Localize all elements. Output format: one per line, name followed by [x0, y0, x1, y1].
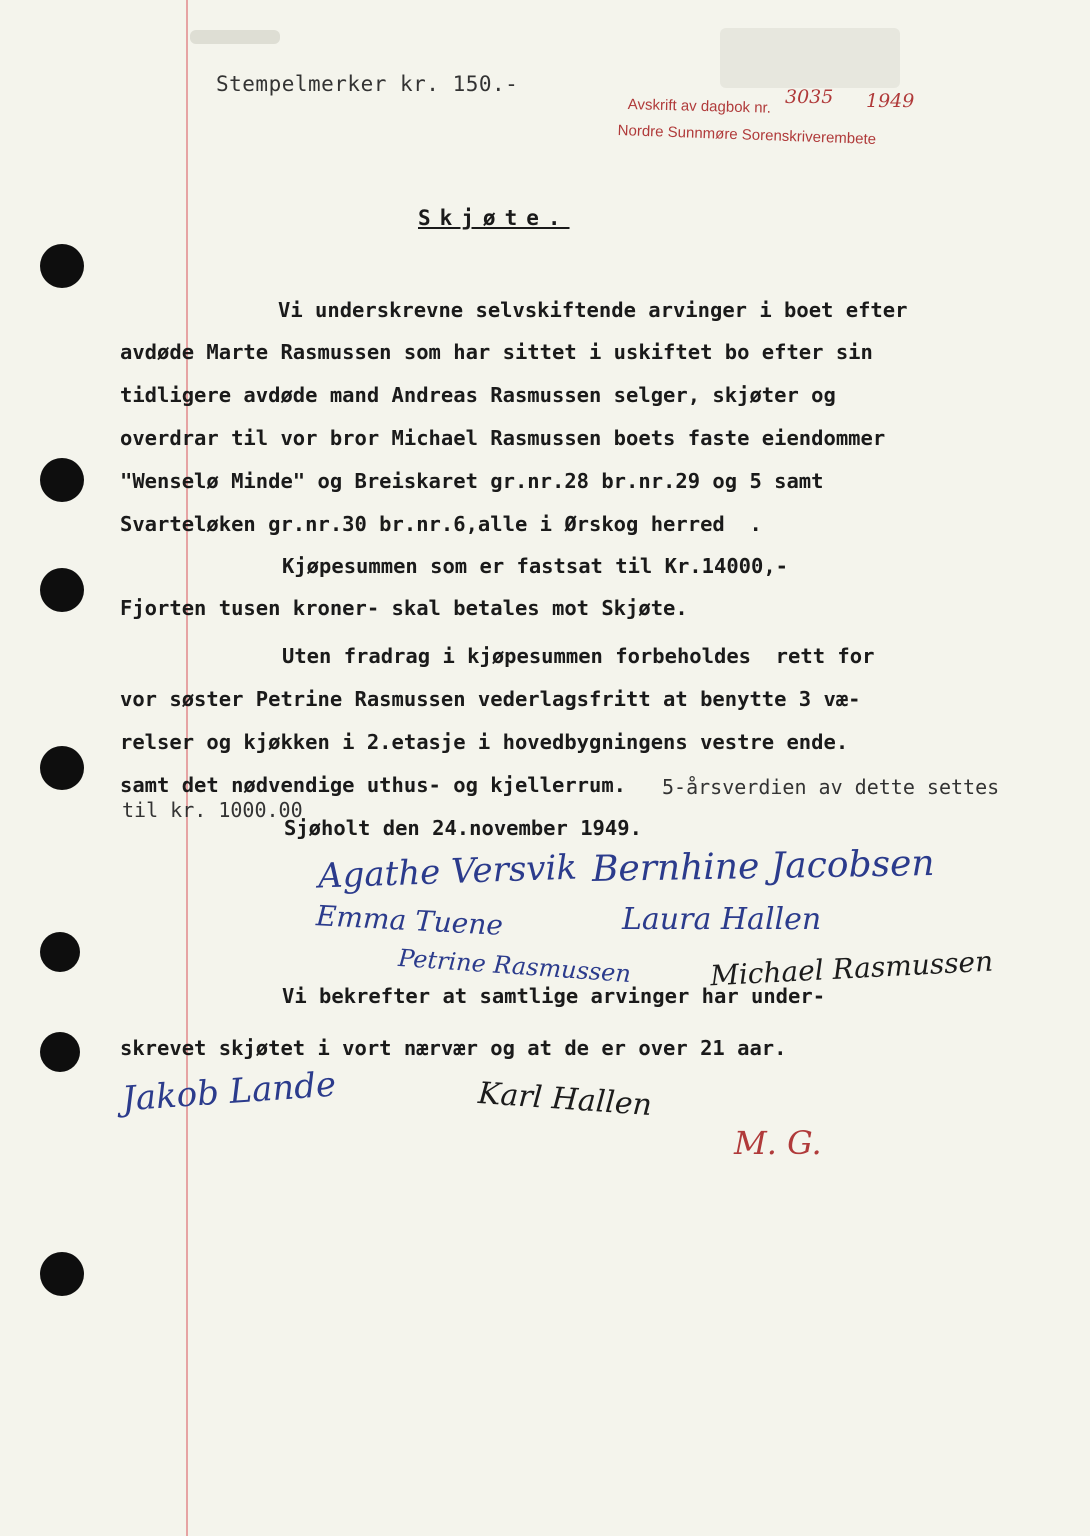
witness-signature: Jakob Lande [120, 1064, 338, 1120]
witness-signature: Karl Hallen [476, 1075, 654, 1124]
punch-hole [40, 458, 84, 502]
body-line: Uten fradrag i kjøpesummen forbeholdes rett for [282, 644, 875, 668]
body-line: avdøde Marte Rasmussen som har sittet i uskiftet bo efter sin [120, 340, 873, 364]
signature: Emma Tuene [315, 899, 504, 942]
signature: Laura Hallen [622, 902, 822, 937]
body-line: "Wenselø Minde" og Breiskaret gr.nr.28 br.nr.29 og 5 samt [120, 469, 824, 493]
record-number: 3035 [785, 86, 834, 108]
paper-smudge [190, 30, 280, 44]
signature: Petrine Rasmussen [397, 943, 632, 989]
paper-smudge [720, 28, 900, 88]
addition-line: 5-årsverdien av dette settes [662, 775, 1000, 799]
registry-stamp-line2: Nordre Sunnmøre Sorenskriverembete [617, 122, 877, 149]
body-line: tidligere avdøde mand Andreas Rasmussen selger, skjøter og [120, 383, 836, 407]
initials: M. G. [734, 1124, 822, 1162]
body-line: overdrar til vor bror Michael Rasmussen boets faste eiendommer [120, 426, 886, 450]
witness-line: skrevet skjøtet i vort nærvær og at de er over 21 aar. [120, 1036, 787, 1060]
addition-line: til kr. 1000.00 [122, 798, 303, 822]
body-line: Svarteløken gr.nr.30 br.nr.6,alle i Ørskog herred . [120, 512, 762, 536]
record-year: 1949 [866, 90, 915, 112]
punch-hole [40, 746, 84, 790]
signature: Agathe Versvik [317, 847, 578, 897]
body-line: Kjøpesummen som er fastsat til Kr.14000,- [282, 554, 789, 578]
body-line: samt det nødvendige uthus- og kjellerrum. [120, 773, 627, 797]
margin-line [186, 0, 188, 1536]
punch-hole [40, 244, 84, 288]
body-line: vor søster Petrine Rasmussen vederlagsfritt at benytte 3 væ- [120, 687, 861, 711]
punch-hole [40, 1032, 80, 1072]
signature: Bernhine Jacobsen [591, 843, 935, 890]
body-line: Vi underskrevne selvskiftende arvinger i boet efter [278, 298, 908, 322]
body-line: Fjorten tusen kroner- skal betales mot Skjøte. [120, 596, 688, 620]
signature: Michael Rasmussen [709, 944, 994, 993]
place-date: Sjøholt den 24.november 1949. [284, 816, 642, 840]
document-title: Skjøte. [418, 206, 570, 230]
body-line: relser og kjøkken i 2.etasje i hovedbygningens vestre ende. [120, 730, 849, 754]
stamp-duty-note: Stempelmerker kr. 150.- [216, 72, 519, 96]
registry-stamp-line1: Avskrift av dagbok nr. [627, 96, 772, 117]
punch-hole [40, 932, 80, 972]
punch-hole [40, 568, 84, 612]
witness-line: Vi bekrefter at samtlige arvinger har under- [282, 984, 826, 1008]
punch-hole [40, 1252, 84, 1296]
